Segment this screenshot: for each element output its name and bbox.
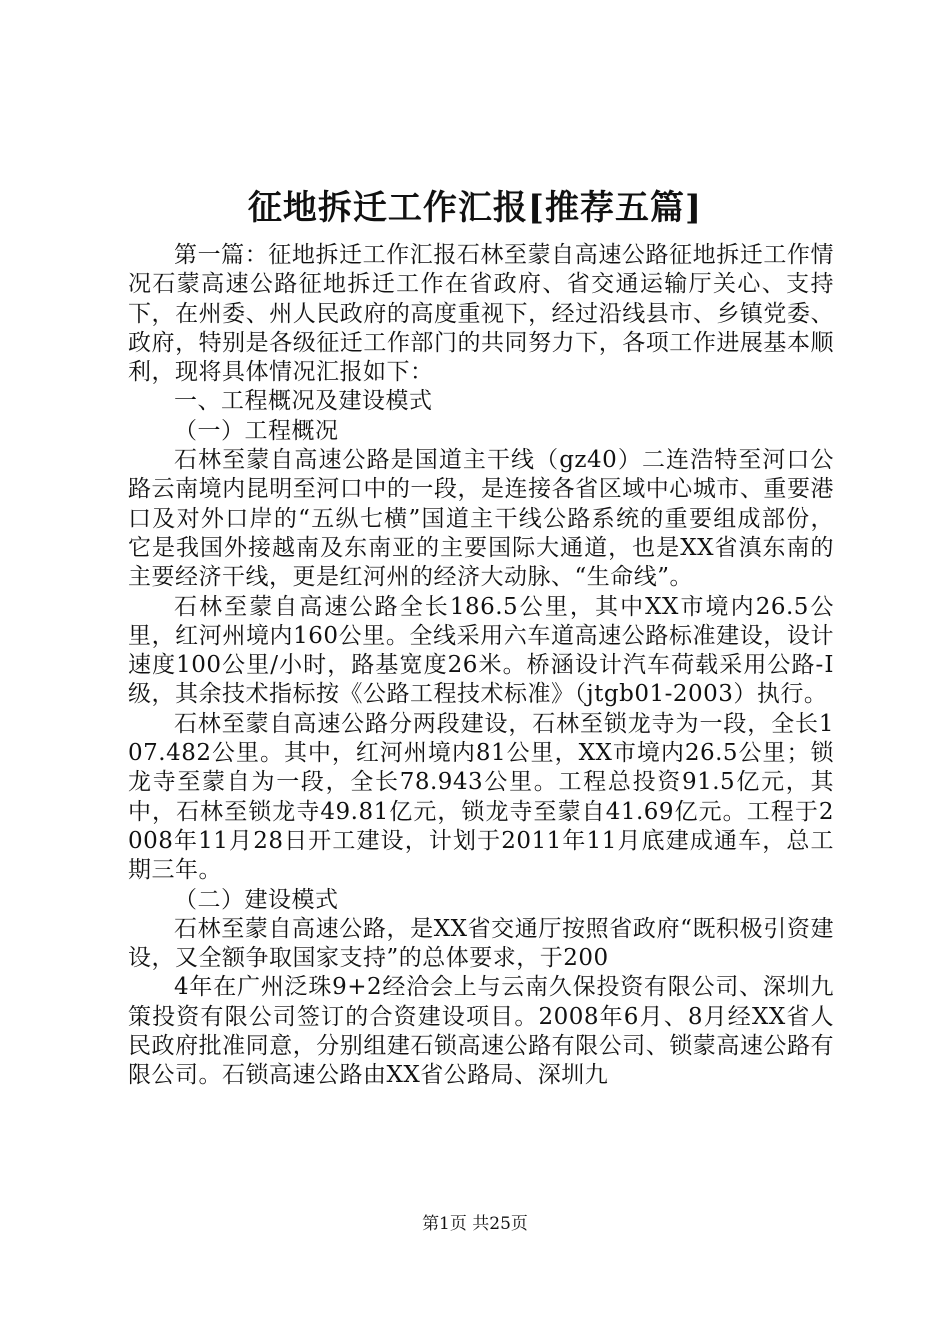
document-body (128, 241, 834, 1091)
paragraph-intro: 第一篇：征地拆迁工作汇报石林至蒙自高速公路征地拆迁工作情况石蒙高速公路征地拆迁工作在省政府、省交通运输厅关心、支持下，在州委、州人民政府的高度重视下，经过沿线县市、乡镇党委、政府，特别是各级征迁工作部门的共同努力下，各项工作进展基本顺利，现将具体情况汇报如下： (128, 242, 834, 386)
paragraph-mode: 石林至蒙自高速公路，是XX省交通厅按照省政府“既积极引资建设，又全额争取国家支持”的总体要求，于200 (128, 915, 834, 972)
subsection-heading-2: （二）建设模式 (174, 886, 339, 913)
subsection-heading-1: （一）工程概况 (174, 417, 339, 444)
page-number: 第1页 共25页 (422, 1214, 528, 1234)
section-heading-1: 一、工程概况及建设模式 (174, 388, 433, 415)
paragraph-sections: 石林至蒙自高速公路分两段建设，石林至锁龙寺为一段，全长107.482公里。其中，红河州境内81公里，XX市境内26.5公里；锁龙寺至蒙自为一段，全长78.943公里。工程总投资91.5亿元，其中，石林至锁龙寺49.81亿元，锁龙寺至蒙自41.69亿元。工程于2008年11月28日开工建设，计划于2011年11月底建成通车，总工期三年。 (128, 710, 834, 884)
paragraph-length: 石林至蒙自高速公路全长186.5公里，其中XX市境内26.5公里，红河州境内160公里。全线采用六车道高速公路标准建设，设计速度100公里/小时，路基宽度26米。桥涵设计汽车荷载采用公路-Ⅰ级，其余技术指标按《公路工程技术标准》（jtgb01-2003）执行。 (128, 593, 834, 708)
paragraph-overview: 石林至蒙自高速公路是国道主干线（gz40）二连浩特至河口公路云南境内昆明至河口中的一段，是连接各省区域中心城市、重要港口及对外口岸的“五纵七横”国道主干线公路系统的重要组成部份，它是我国外接越南及东南亚的主要国际大通道，也是XX省滇东南的主要经济干线，更是红河州的经济大动脉、“生命线”。 (128, 447, 834, 591)
paragraph-mode-continued: 4年在广州泛珠9+2经洽会上与云南久保投资有限公司、深圳九策投资有限公司签订的合资建设项目。2008年6月、8月经XX省人民政府批准同意，分别组建石锁高速公路有限公司、锁蒙高速公路有限公司。石锁高速公路由XX省公路局、深圳九 (128, 974, 834, 1089)
document-title: 征地拆迁工作汇报[推荐五篇] (247, 188, 703, 228)
